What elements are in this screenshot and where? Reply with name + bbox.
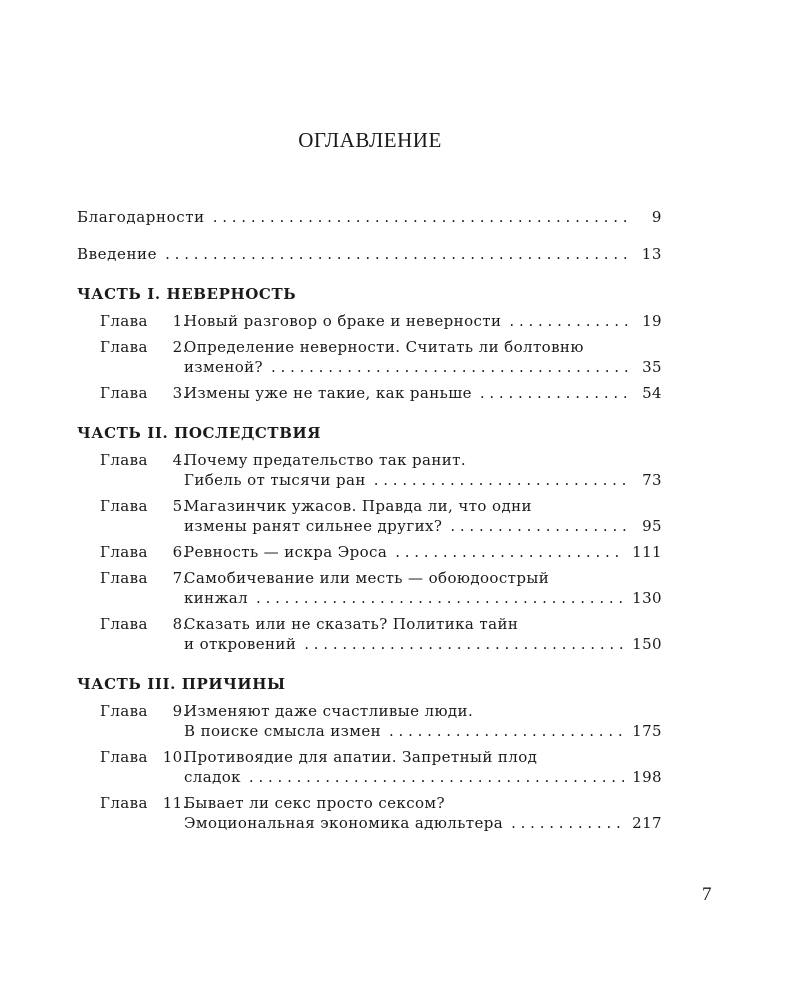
chapter-title: В поиске смысла измен: [184, 722, 382, 740]
chapter-word: Глава: [100, 615, 148, 633]
page-number: 7: [702, 884, 712, 905]
chapter-label: [100, 701, 188, 721]
chapter-page: 130: [632, 589, 662, 607]
part-heading: ЧАСТЬ III. ПРИЧИНЫ: [77, 675, 286, 693]
leader-dots: [395, 542, 624, 562]
chapter-page: 19: [642, 312, 662, 330]
chapter-label: [100, 383, 188, 403]
chapter-title: Новый разговор о браке и неверности: [184, 312, 502, 330]
chapter-entry: [77, 793, 662, 833]
chapter-word: Глава: [100, 312, 148, 330]
chapter-row: [184, 588, 662, 608]
chapter-label: [100, 337, 188, 357]
chapter-entry: [77, 450, 662, 490]
front-matter-row: [77, 244, 662, 264]
chapter-title: сладок: [184, 768, 241, 786]
chapter-row: [184, 311, 662, 331]
leader-dots: [256, 588, 624, 608]
chapter-entry: [77, 614, 662, 654]
leader-dots: [511, 813, 624, 833]
table-of-contents: [77, 207, 662, 839]
chapter-page: 95: [642, 517, 662, 535]
chapter-number: 7.: [172, 569, 188, 587]
chapter-number: 11.: [162, 794, 188, 812]
chapter-title-line: Противоядие для апатии. Запретный плод: [184, 748, 538, 766]
chapter-word: Глава: [100, 384, 148, 402]
leader-dots: [450, 516, 630, 536]
chapter-row: [184, 767, 662, 787]
chapter-page: 54: [642, 384, 662, 402]
chapter-title-line: Бывает ли секс просто сексом?: [184, 794, 445, 812]
chapter-label: [100, 542, 188, 562]
chapter-entry: [77, 311, 662, 331]
chapter-entry: [77, 496, 662, 536]
leader-dots: [389, 721, 624, 741]
part-heading: ЧАСТЬ I. НЕВЕРНОСТЬ: [77, 285, 297, 303]
chapter-label: [100, 311, 188, 331]
page-title: ОГЛАВЛЕНИЕ: [298, 128, 442, 152]
chapter-word: Глава: [100, 497, 148, 515]
chapter-row: [184, 357, 662, 377]
chapter-page: 198: [632, 768, 662, 786]
chapter-number: 5.: [172, 497, 188, 515]
chapter-row: [184, 516, 662, 536]
leader-dots: [480, 383, 630, 403]
front-matter-entry: [77, 207, 662, 227]
front-matter-entry: [77, 244, 662, 264]
chapter-title: кинжал: [184, 589, 249, 607]
chapter-title: Измены уже не такие, как раньше: [184, 384, 472, 402]
chapter-row: [184, 813, 662, 833]
chapter-row: [184, 634, 662, 654]
leader-dots: [374, 470, 630, 490]
leader-dots: [249, 767, 624, 787]
chapter-title-line: Сказать или не сказать? Политика тайн: [184, 615, 519, 633]
chapter-entry: [77, 542, 662, 562]
chapter-title: измены ранят сильнее других?: [184, 517, 443, 535]
chapter-title: изменой?: [184, 358, 263, 376]
chapter-word: Глава: [100, 748, 148, 766]
chapter-page: 150: [632, 635, 662, 653]
chapter-title-line: Самобичевание или месть — обоюдоострый: [184, 569, 550, 587]
chapter-entry: [77, 747, 662, 787]
chapter-word: Глава: [100, 702, 148, 720]
chapter-word: Глава: [100, 451, 148, 469]
chapter-label: [100, 568, 188, 588]
part-heading: ЧАСТЬ II. ПОСЛЕДСТВИЯ: [77, 424, 322, 442]
chapter-title: Эмоциональная экономика адюльтера: [184, 814, 504, 832]
chapter-number: 2.: [172, 338, 188, 356]
chapter-title-line: Изменяют даже счастливые люди.: [184, 702, 474, 720]
chapter-title-line: Определение неверности. Считать ли болтовню: [184, 338, 584, 356]
front-matter-page: 9: [651, 208, 662, 226]
chapter-page: 217: [632, 814, 662, 832]
chapter-number: 3.: [172, 384, 188, 402]
chapter-title-line: Магазинчик ужасов. Правда ли, что одни: [184, 497, 532, 515]
chapter-page: 175: [632, 722, 662, 740]
leader-dots: [165, 244, 630, 264]
chapter-entry: [77, 568, 662, 608]
chapter-label: [100, 450, 188, 470]
front-matter-title: Введение: [77, 245, 158, 263]
chapter-page: 35: [642, 358, 662, 376]
chapter-number: 1.: [172, 312, 188, 330]
front-matter-row: [77, 207, 662, 227]
chapter-number: 9.: [172, 702, 188, 720]
chapter-label: [100, 496, 188, 516]
chapter-row: [184, 721, 662, 741]
chapter-number: 4.: [172, 451, 188, 469]
chapter-title-line: Почему предательство так ранит.: [184, 451, 467, 469]
leader-dots: [213, 207, 630, 227]
chapter-page: 73: [642, 471, 662, 489]
chapter-word: Глава: [100, 543, 148, 561]
chapter-label: [100, 614, 188, 634]
leader-dots: [509, 311, 630, 331]
chapter-entry: [77, 383, 662, 403]
chapter-number: 10.: [162, 748, 188, 766]
chapter-label: [100, 793, 188, 813]
chapter-word: Глава: [100, 338, 148, 356]
front-matter-title: Благодарности: [77, 208, 205, 226]
chapter-row: [184, 542, 662, 562]
chapter-word: Глава: [100, 794, 148, 812]
chapter-title: Гибель от тысячи ран: [184, 471, 366, 489]
front-matter-page: 13: [641, 245, 662, 263]
chapter-entry: [77, 337, 662, 377]
leader-dots: [271, 357, 630, 377]
leader-dots: [304, 634, 624, 654]
chapter-title: и откровений: [184, 635, 297, 653]
chapter-label: [100, 747, 188, 767]
chapter-number: 6.: [172, 543, 188, 561]
chapter-title: Ревность — искра Эроса: [184, 543, 388, 561]
chapter-word: Глава: [100, 569, 148, 587]
chapter-page: 111: [632, 543, 662, 561]
chapter-entry: [77, 701, 662, 741]
chapter-number: 8.: [172, 615, 188, 633]
chapter-row: [184, 470, 662, 490]
chapter-row: [184, 383, 662, 403]
